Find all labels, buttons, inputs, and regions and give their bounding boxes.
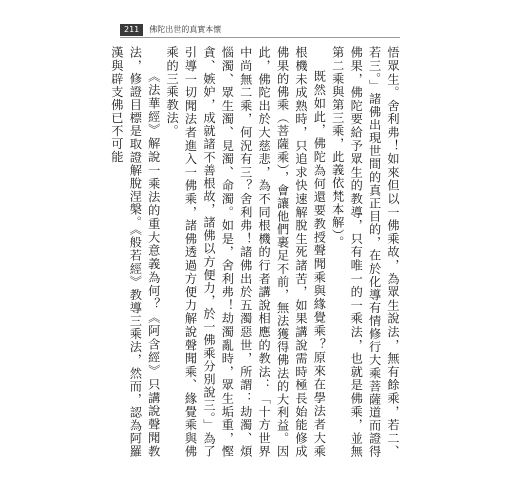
- page-number: 211: [120, 24, 143, 36]
- paragraph: 既然如此，佛陀為何還要教授聲聞乘與緣覺乘？原來在學法者大乘根機未成熟時，只追求快速解脫生死諸苦，如果講說需時極長始能修成佛果的佛乘（菩薩乘），會讓他們裹足不前，無法獲得佛法的大利益。因此，佛陀出於大慈悲，為不同根機的行者講說相應的教法：「十方世界中尚無二乘，何況有三？舍利弗！諸佛出於五濁惡世，所謂：劫濁、煩惱濁、眾生濁、見濁、命濁。如是，舍利弗！劫濁亂時，眾生垢重，慳貪、嫉妒，成就諸不善根故，諸佛以方便力，於一佛乘分別說三。」為了引導一切聞法者進入一佛乘，諸佛透過方便力解說聲聞乘、緣覺乘與佛乘的三乘教法。: [165, 46, 327, 458]
- paragraph: 《法華經》解說一乘法的重大意義為何？《阿含經》只講說聲聞教法，修證目標是取證解脫涅槃。《般若經》教導三乘法，然而，認為阿羅漢與辟支佛已不可能: [109, 46, 161, 458]
- paragraph-continued: 悟眾生。舍利弗！如來但以一佛乘故，為眾生說法，無有餘乘，若二、若三。」諸佛出現世間的真正目的，在於化導有情修行大乘菩薩道而證得佛果，佛陀要給予眾生的教導，只有唯一的一乘法，也就是佛乘，並無第二乘與第三乘，此義依梵本解）。: [330, 46, 400, 458]
- header-rule: [120, 37, 400, 38]
- running-title: 佛陀出世的真實本懷: [149, 25, 222, 34]
- body-text: [109, 46, 402, 458]
- page-header: [120, 24, 221, 36]
